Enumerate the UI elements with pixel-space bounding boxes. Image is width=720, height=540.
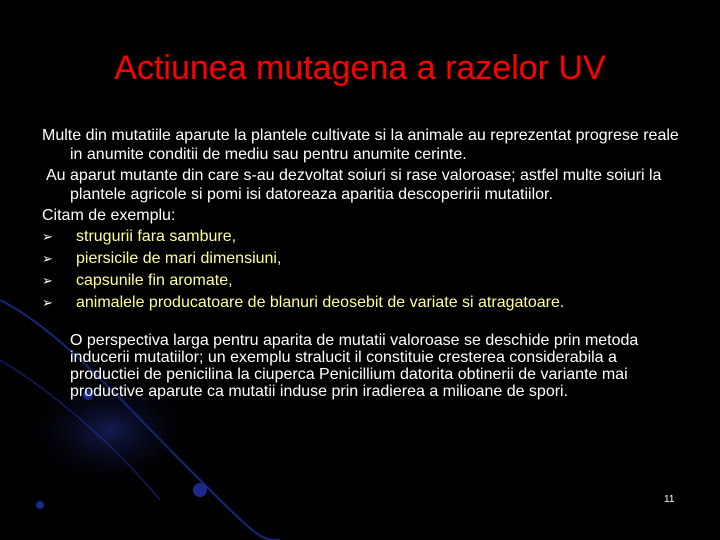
paragraph: Au aparut mutante din care s-au dezvoltat soiuri si rase valoroase; astfel multe soiuri la plantele agricole si pomi isi datoreaza aparitia descoperirii mutatiilor. [46, 167, 662, 203]
paragraph: Citam de exemplu: [42, 207, 176, 224]
arrow-bullet-icon: ➢ [42, 229, 53, 244]
arrow-bullet-icon: ➢ [42, 295, 53, 310]
slide-body [42, 126, 682, 400]
arrow-bullet-icon: ➢ [42, 273, 53, 288]
list-item-text: strugurii fara sambure, [76, 228, 237, 245]
slide-title: Actiunea mutagena a razelor UV [114, 49, 606, 87]
decorative-dot [193, 483, 207, 497]
list-item [42, 227, 682, 246]
list-item-text: capsunile fin aromate, [76, 272, 233, 289]
decorative-dot [36, 501, 44, 509]
closing-paragraph: O perspectiva larga pentru aparita de mutatii valoroase se deschide prin metoda inducerii mutatiilor; un exemplu stralucit il constituie cresterea considerabila a productiei de penicilina la ciuperca Penicillium datorita obtinerii de variante mai productive aparute ca mutatii induse prin iradierea a milioane de spori. [70, 332, 639, 400]
page-number: 11 [664, 494, 675, 505]
paragraph: Multe din mutatiile aparute la plantele cultivate si la animale au reprezentat progrese reale in anumite conditii de mediu sau pentru anumite cerinte. [42, 127, 679, 163]
list-item [42, 293, 682, 312]
list-item-text: animalele producatoare de blanuri deosebit de variate si atragatoare. [76, 294, 565, 311]
bullet-list [42, 227, 682, 312]
arrow-bullet-icon: ➢ [42, 251, 53, 266]
list-item-text: piersicile de mari dimensiuni, [76, 250, 282, 267]
list-item [42, 271, 682, 290]
list-item [42, 249, 682, 268]
